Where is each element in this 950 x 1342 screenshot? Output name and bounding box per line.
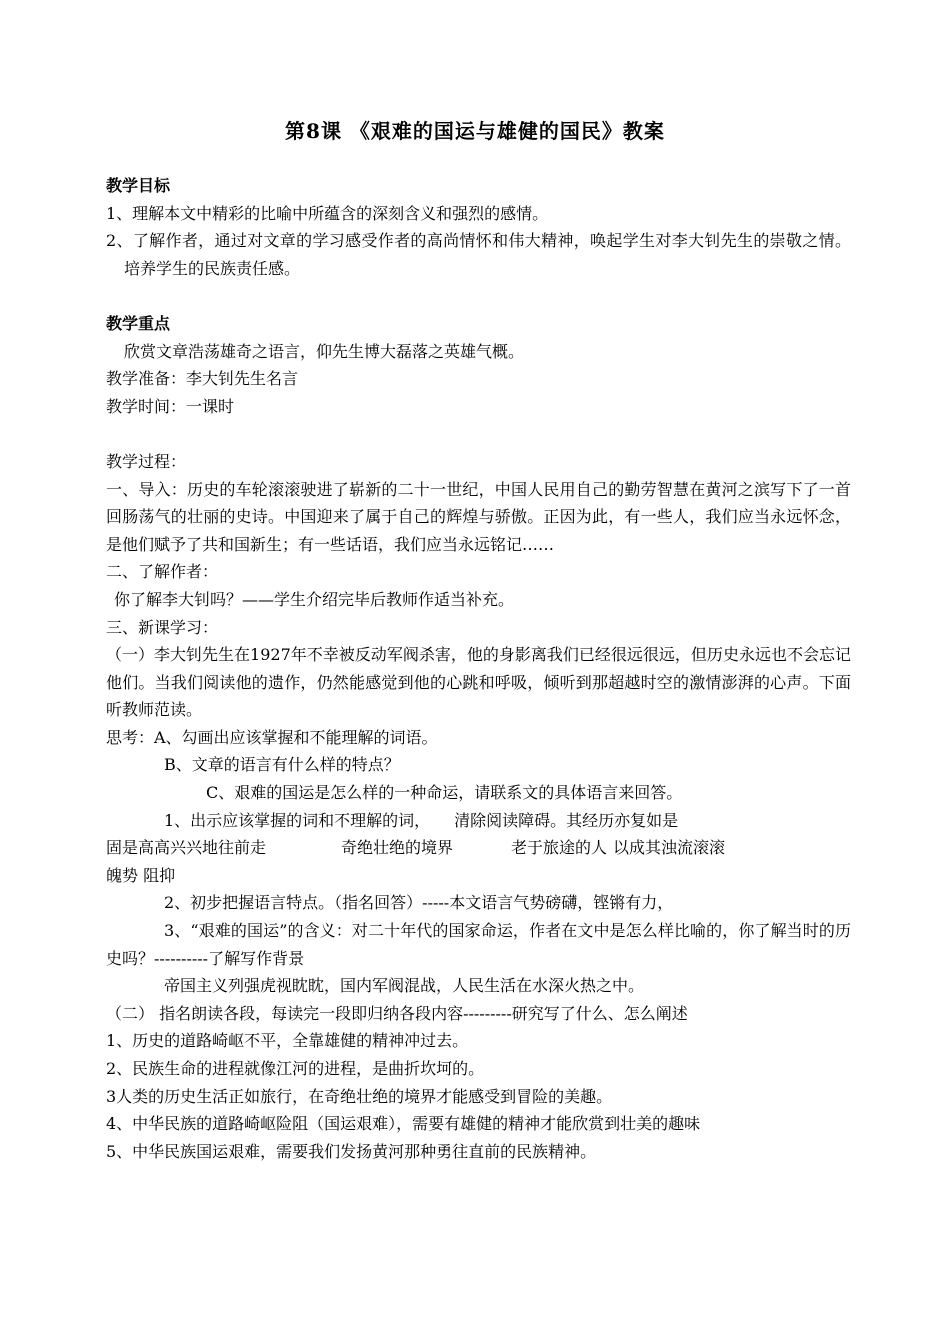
blank-line: [106, 420, 851, 448]
vocabulary-word: 老于旅途的人: [511, 838, 608, 858]
process-intro: 一、导入：历史的车轮滚滚驶进了崭新的二十一世纪，中国人民用自己的勤劳智慧在黄河之滨写下了一首回肠荡气的壮丽的史诗。中国迎来了属于自己的辉煌与骄傲。正因为此，有一些人，我们应当永远怀念，是他们赋予了共和国新生；有一些话语，我们应当永远铭记……: [106, 479, 851, 554]
new-lesson-heading: 三、新课学习：: [106, 617, 219, 637]
teaching-preparation: 教学准备：李大钊先生名言: [106, 369, 299, 389]
summary-item-5: 5、中华民族国运艰难，需要我们发扬黄河那种勇往直前的民族精神。: [106, 1141, 597, 1161]
goal-item-2: 2、了解作者，通过对文章的学习感受作者的高尚情怀和伟大精神，唤起学生对李大钊先生的崇敬之情。培养学生的民族责任感。: [106, 231, 851, 278]
section-heading-focus: 教学重点: [106, 313, 171, 333]
vocabulary-word: 固是高高兴兴地往前走: [106, 838, 267, 858]
think-question-b: B、文章的语言有什么样的特点？: [164, 755, 400, 775]
summary-item-2: 2、民族生命的进程就像江河的进程，是曲折坎坷的。: [106, 1059, 485, 1078]
vocabulary-line: [106, 834, 851, 862]
section-heading-process: 教学过程：: [106, 451, 187, 471]
summary-item-1: 1、历史的道路崎岖不平，全靠雄健的精神冲过去。: [106, 1031, 469, 1051]
focus-text: 欣赏文章浩荡雄奇之语言，仰先生博大磊落之英雄气概。: [124, 341, 525, 361]
step-two: 2、初步把握语言特点。（指名回答）-----本文语言气势磅礴，铿锵有力，: [164, 893, 674, 913]
part-two-heading: （二） 指名朗读各段，每读完一段即归纳各段内容---------研究写了什么、怎么阐述: [106, 1003, 688, 1023]
document-title: 第8课 《艰难的国运与雄健的国民》教案: [285, 119, 665, 143]
author-text: 你了解李大钊吗？——学生介绍完毕后教师作适当补充。: [114, 589, 515, 609]
teaching-time: 教学时间：一课时: [106, 396, 235, 416]
author-heading: 二、了解作者：: [106, 562, 219, 582]
historical-background: 帝国主义列强虎视眈眈，国内军阀混战，人民生活在水深火热之中。: [164, 976, 645, 996]
blank-line: [106, 282, 851, 310]
vocabulary-word: 以成其浊流滚滚: [613, 838, 726, 858]
step-three: 3、“艰难的国运”的含义：对二十年代的国家命运，作者在文中是怎么样比喻的，你了解当时的历史吗？----------了解写作背景: [106, 921, 851, 968]
think-question-c: C、艰难的国运是怎么样的一种命运，请联系文的具体语言来回答。: [206, 783, 683, 803]
step-one: 1、出示应该掌握的词和不理解的词， 清除阅读障碍。其经历亦复如是: [164, 810, 679, 830]
goal-item-1: 1、理解本文中精彩的比喻中所蕴含的深刻含义和强烈的感情。: [106, 203, 549, 223]
document-body: [106, 172, 851, 1165]
summary-item-3: 3人类的历史生活正如旅行，在奇绝壮绝的境界才能感受到冒险的美趣。: [106, 1086, 613, 1106]
vocabulary-word: 奇绝壮绝的境界: [341, 838, 454, 858]
think-question-a: 思考：A、勾画出应该掌握和不能理解的词语。: [106, 727, 438, 747]
section-heading-goals: 教学目标: [106, 176, 171, 195]
part-one-paragraph: （一）李大钊先生在1927年不幸被反动军阀杀害，他的身影离我们已经很远很远，但历史永远也不会忘记他们。当我们阅读他的遗作，仍然能感觉到他的心跳和呼吸，倾听到那超越时空的激情澎湃的心声。下面听教师范读。: [106, 645, 851, 720]
summary-item-4: 4、中华民族的道路崎岖险阻（国运艰难），需要有雄健的精神才能欣赏到壮美的趣味: [106, 1114, 701, 1134]
vocabulary-line-2: 魄势 阻抑: [106, 865, 176, 885]
